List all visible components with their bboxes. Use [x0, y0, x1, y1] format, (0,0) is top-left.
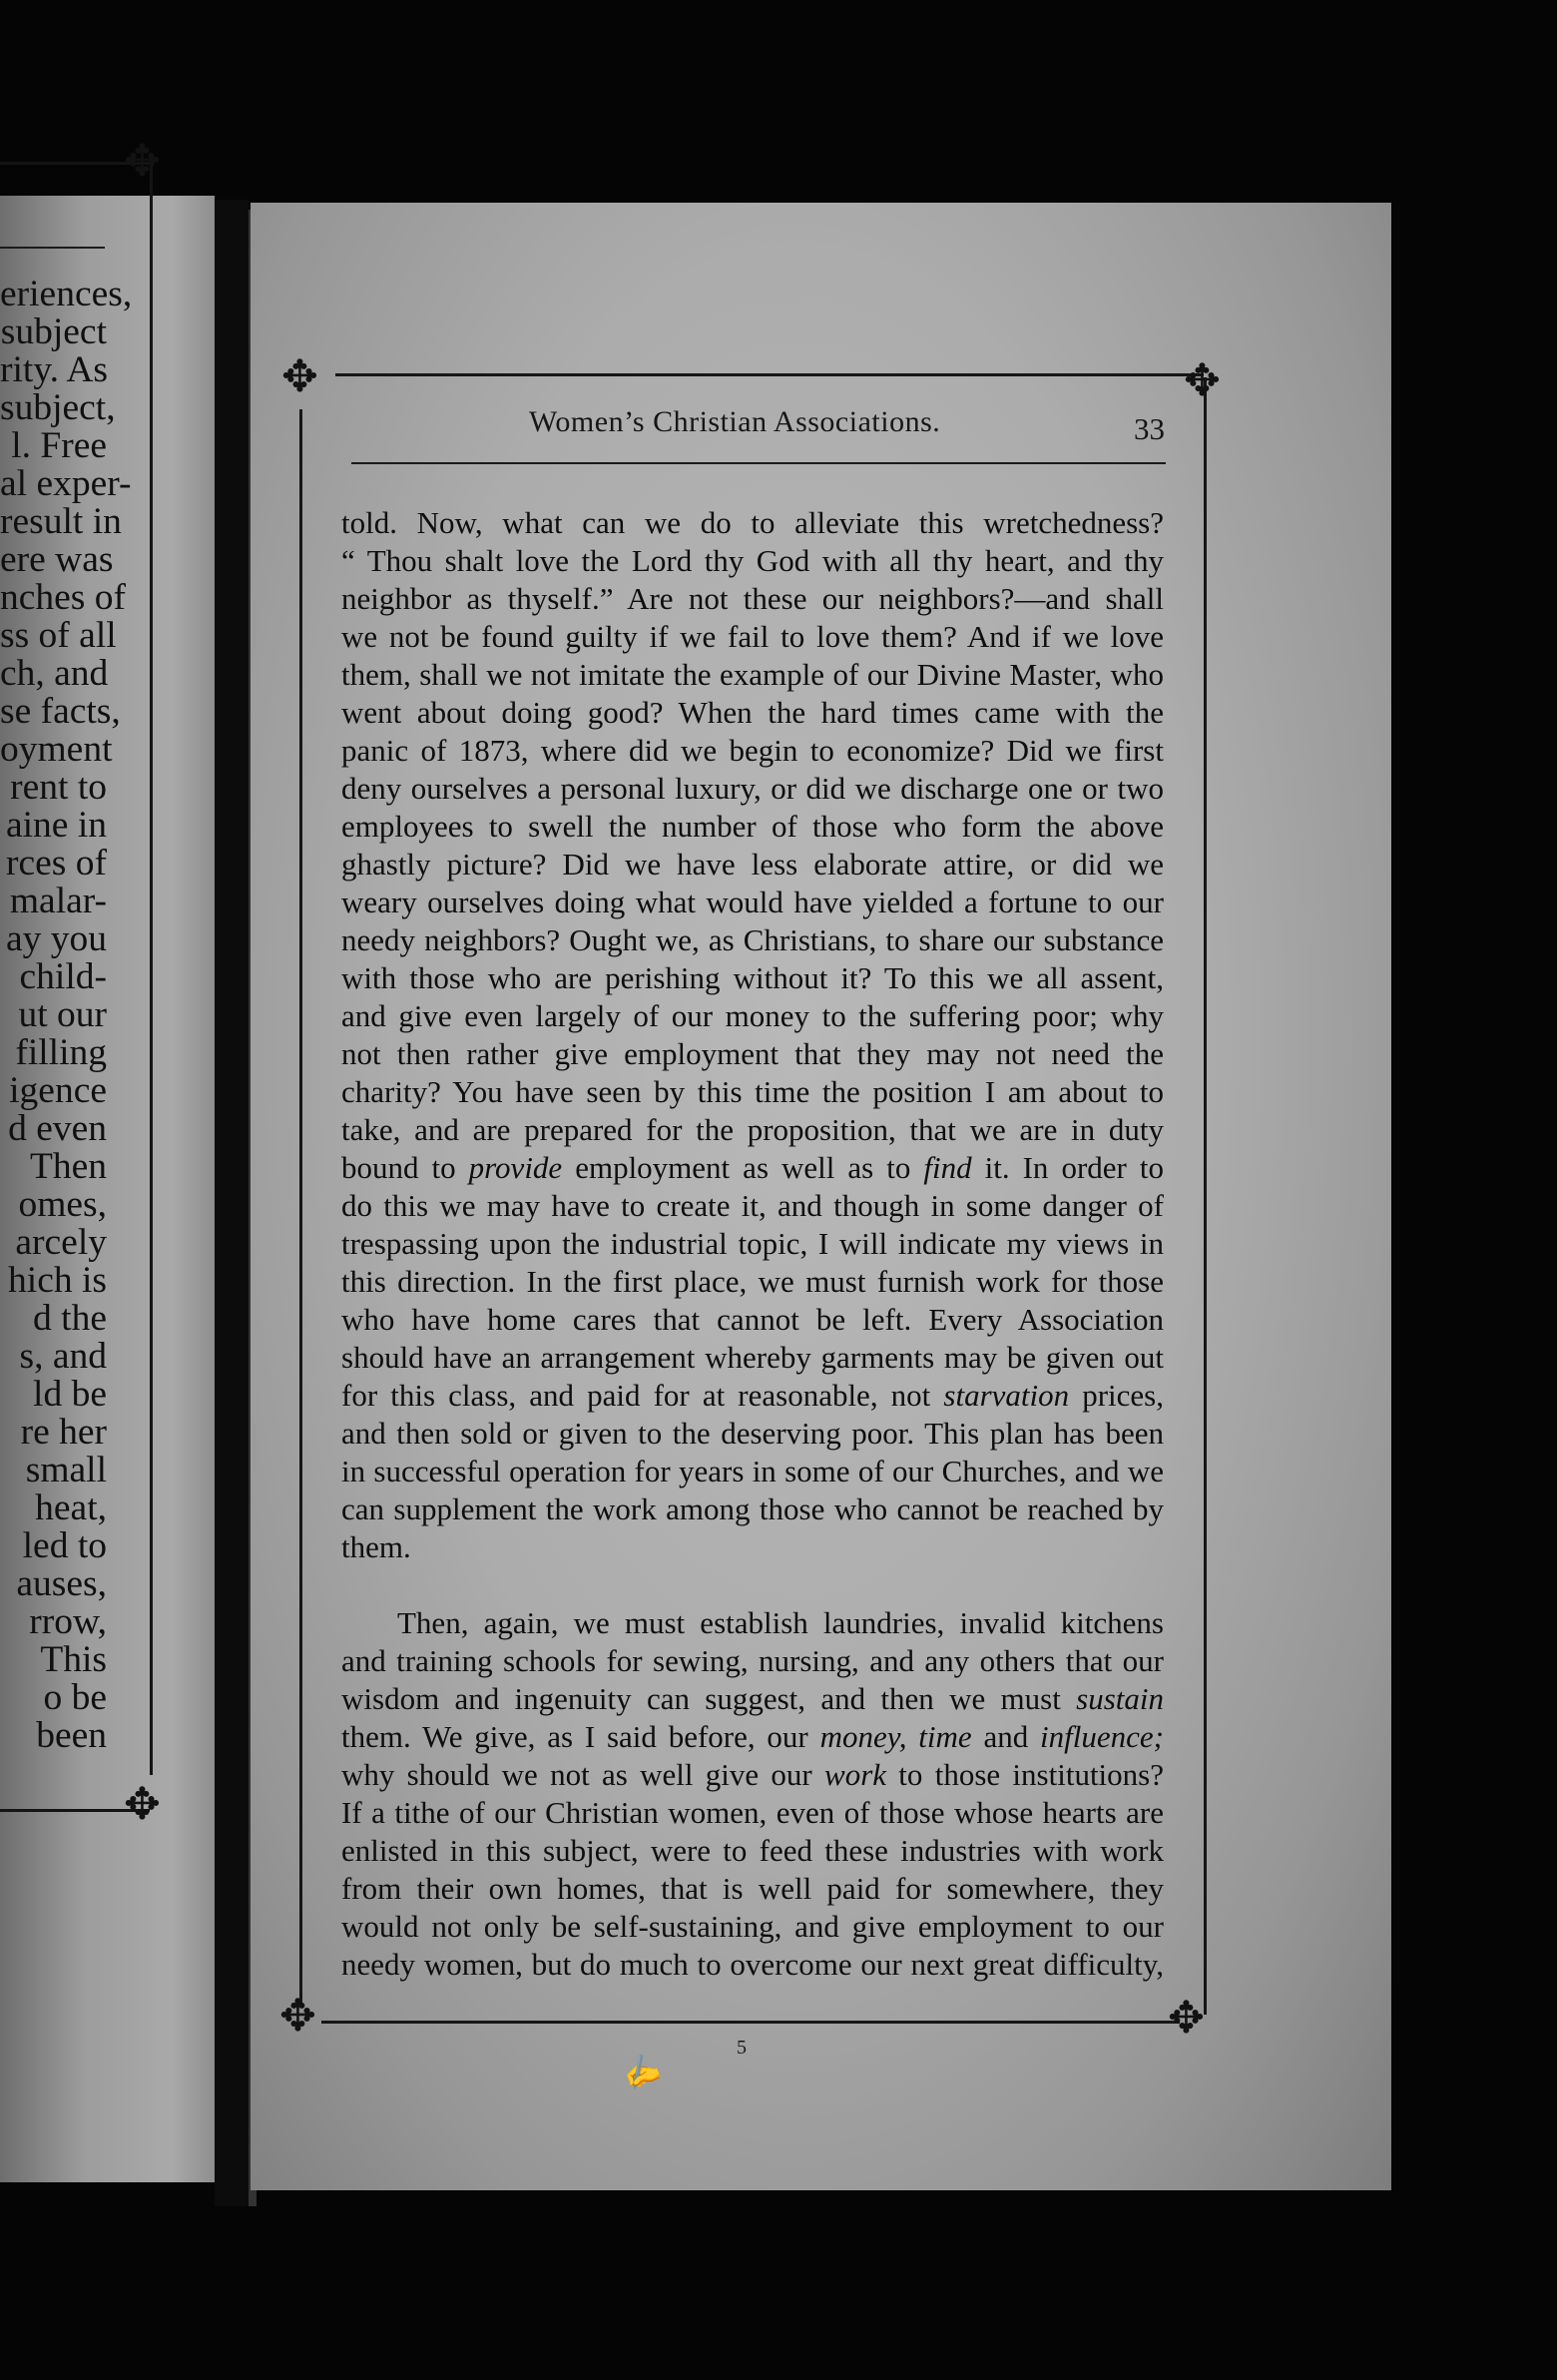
- text-line: [341, 1111, 1164, 1149]
- text-line: [341, 1642, 1164, 1680]
- text-run: prices,: [1069, 1378, 1164, 1413]
- text-run: ghastly picture? Did we have less elaborate attire, or did we: [341, 847, 1164, 882]
- text-run: we not be found guilty if we fail to love them? And if we love: [341, 619, 1164, 654]
- text-line: [341, 1908, 1164, 1946]
- text-run: trespassing upon the industrial topic, I will indicate my views in: [341, 1226, 1164, 1261]
- text-run: deny ourselves a personal luxury, or did we discharge one or two: [341, 771, 1164, 806]
- text-line: [341, 1453, 1164, 1490]
- text-run: employees to swell the number of those who form the above: [341, 809, 1164, 844]
- left-page-line: omes,: [18, 1184, 107, 1225]
- book-gutter: [215, 200, 249, 2206]
- text-run: not then rather give employment that they may not need the: [341, 1036, 1164, 1071]
- text-line: [341, 656, 1164, 694]
- head-rule: [351, 462, 1166, 464]
- left-page-line: s, and: [19, 1336, 107, 1377]
- left-page-line: ch, and: [0, 653, 109, 694]
- text-line: [341, 732, 1164, 770]
- text-run: it. In order to: [971, 1150, 1164, 1185]
- text-line: [341, 1415, 1164, 1453]
- text-line: [341, 694, 1164, 732]
- left-page-line: eriences,: [0, 274, 133, 314]
- text-line: [341, 1528, 1164, 1566]
- text-line: [341, 846, 1164, 884]
- text-run: enlisted in this subject, were to feed these industries with work: [341, 1833, 1164, 1868]
- text-run: and give even largely of our money to the suffering poor; why: [341, 998, 1164, 1033]
- running-head: Women’s Christian Associations.: [529, 405, 941, 438]
- text-line: [341, 1339, 1164, 1377]
- left-page-line: rrow,: [29, 1601, 107, 1642]
- left-page-line: ut our: [18, 994, 107, 1035]
- left-page-line: ay you: [5, 918, 107, 959]
- left-page-line: subject,: [0, 387, 116, 428]
- left-page-line: d the: [33, 1298, 107, 1339]
- text-line: [341, 921, 1164, 959]
- left-page-head-rule: [0, 247, 105, 249]
- left-page-text: [0, 274, 133, 1756]
- text-run: this direction. In the first place, we must furnish work for those: [341, 1264, 1164, 1299]
- text-run: take, and are prepared for the proposition, that we are in duty: [341, 1112, 1164, 1147]
- text-line: [341, 1756, 1164, 1794]
- left-page-line: been: [36, 1715, 107, 1756]
- text-run: Then, again, we must establish laundries, invalid kitchens: [397, 1605, 1164, 1640]
- left-bottom-ornament-icon: ✥: [124, 1780, 161, 1829]
- text-line: [341, 884, 1164, 921]
- text-line: [341, 1604, 1164, 1642]
- left-page-line: malar-: [9, 881, 107, 921]
- left-page-line: aine in: [5, 805, 107, 846]
- left-page-frame-right: [150, 166, 153, 1775]
- left-page-line: led to: [22, 1525, 107, 1566]
- left-page-line: rces of: [6, 843, 107, 884]
- left-page-line: al exper-: [0, 463, 132, 504]
- italic-run: find: [923, 1150, 972, 1185]
- left-page-line: arcely: [15, 1222, 107, 1263]
- left-page-line: oyment: [0, 729, 113, 770]
- left-page-line: rity. As: [0, 349, 108, 390]
- left-page-line: rent to: [10, 767, 107, 808]
- text-line: [341, 1490, 1164, 1528]
- text-run: should have an arrangement whereby garments may be given out: [341, 1340, 1164, 1375]
- text-line: [341, 1149, 1164, 1187]
- text-line: [341, 770, 1164, 808]
- frame-top-rule: [335, 373, 1204, 376]
- italic-run: starvation: [943, 1378, 1070, 1413]
- left-page-line: ere was: [0, 539, 114, 580]
- top-left-ornament-icon: ✥: [281, 352, 318, 401]
- text-run: them, shall we not imitate the example of our Divine Master, who: [341, 657, 1164, 692]
- left-page-line: auses,: [16, 1563, 107, 1604]
- italic-run: work: [824, 1757, 887, 1792]
- text-run: with those who are perishing without it? To this we all assent,: [341, 960, 1164, 995]
- text-run: “ Thou shalt love the Lord thy God with all thy heart, and thy: [341, 543, 1164, 578]
- text-run: do this we may have to create it, and though in some danger of: [341, 1188, 1164, 1223]
- text-line: [341, 1870, 1164, 1908]
- text-run: for this class, and paid for at reasonable, not: [341, 1378, 944, 1413]
- bottom-right-ornament-icon: ✥: [1168, 1994, 1205, 2043]
- text-run: If a tithe of our Christian women, even of those whose hearts are: [341, 1795, 1164, 1830]
- bottom-left-ornament-icon: ✥: [279, 1992, 316, 2041]
- text-line: [341, 1718, 1164, 1756]
- text-line: [341, 618, 1164, 656]
- text-run: bound to: [341, 1150, 469, 1185]
- text-line: [341, 504, 1164, 542]
- left-page-line: small: [25, 1450, 107, 1490]
- left-page-line: heat,: [35, 1488, 107, 1528]
- text-run: to those institutions?: [886, 1757, 1164, 1792]
- text-run: neighbor as thyself.” Are not these our neighbors?—and shall: [341, 581, 1164, 616]
- text-run: can supplement the work among those who cannot be reached by: [341, 1491, 1164, 1526]
- left-page-line: subject: [0, 311, 107, 352]
- text-line: [341, 1301, 1164, 1339]
- text-run: employment as well as to: [562, 1150, 924, 1185]
- text-run: weary ourselves doing what would have yielded a fortune to our: [341, 885, 1164, 919]
- left-page-line: child-: [19, 956, 107, 997]
- text-run: told. Now, what can we do to alleviate this wretchedness?: [341, 505, 1164, 540]
- left-page-line: filling: [15, 1032, 107, 1073]
- text-line: [341, 580, 1164, 618]
- left-top-ornament-icon: ✥: [124, 137, 161, 186]
- ink-stamp-icon: ✍: [617, 2049, 666, 2095]
- left-page-line: result in: [0, 501, 122, 542]
- text-line: [341, 1073, 1164, 1111]
- text-run: and: [971, 1719, 1041, 1754]
- text-run: needy women, but do much to overcome our next great difficulty,: [341, 1947, 1164, 1982]
- text-run: from their own homes, that is well paid for somewhere, they: [341, 1871, 1164, 1906]
- text-line: [341, 808, 1164, 846]
- text-line: [341, 542, 1164, 580]
- left-page-line: nches of: [0, 577, 126, 618]
- frame-right-rule: [1204, 377, 1207, 2015]
- italic-run: provide: [468, 1150, 563, 1185]
- text-run: them.: [341, 1529, 411, 1564]
- frame-bottom-rule: [321, 2021, 1180, 2024]
- top-right-ornament-icon: ✥: [1184, 356, 1221, 405]
- left-page-line: Then: [29, 1146, 107, 1187]
- frame-left-rule: [299, 409, 302, 2007]
- left-page-line: se facts,: [0, 691, 121, 732]
- text-run: wisdom and ingenuity can suggest, and then we must: [341, 1681, 1077, 1716]
- left-page-line: hich is: [8, 1260, 107, 1301]
- left-page-line: l. Free: [11, 425, 107, 466]
- text-line: [341, 1680, 1164, 1718]
- left-page-line: re her: [20, 1412, 107, 1453]
- text-line: [341, 1377, 1164, 1415]
- text-run: and training schools for sewing, nursing, and any others that our: [341, 1643, 1164, 1678]
- text-run: in successful operation for years in some of our Churches, and we: [341, 1454, 1164, 1488]
- text-line: [341, 997, 1164, 1035]
- signature-mark: 5: [737, 2037, 747, 2059]
- text-run: who have home cares that cannot be left. Every Association: [341, 1302, 1164, 1337]
- text-run: charity? You have seen by this time the position I am about to: [341, 1074, 1164, 1109]
- left-page-line: o be: [43, 1677, 107, 1718]
- body-text: [341, 504, 1164, 1984]
- page-number: 33: [1134, 411, 1165, 446]
- text-line: [341, 1187, 1164, 1225]
- text-run: and then sold or given to the deserving poor. This plan has been: [341, 1416, 1164, 1451]
- italic-run: sustain: [1076, 1681, 1164, 1716]
- text-run: them. We give, as I said before, our: [341, 1719, 820, 1754]
- text-line: [341, 1263, 1164, 1301]
- text-line: [341, 1832, 1164, 1870]
- text-line: [341, 1225, 1164, 1263]
- text-line: [341, 1946, 1164, 1984]
- text-run: needy neighbors? Ought we, as Christians, to share our substance: [341, 922, 1164, 957]
- text-run: why should we not as well give our: [341, 1757, 825, 1792]
- left-page-line: ld be: [33, 1374, 107, 1415]
- left-page-line: ss of all: [0, 615, 117, 656]
- left-page-line: This: [40, 1639, 107, 1680]
- left-page-line: igence: [9, 1070, 107, 1111]
- text-run: would not only be self-sustaining, and give employment to our: [341, 1909, 1164, 1944]
- text-line: [341, 1794, 1164, 1832]
- text-line: [341, 1035, 1164, 1073]
- text-run: went about doing good? When the hard times came with the: [341, 695, 1164, 730]
- paragraph-gap: [341, 1566, 1164, 1604]
- italic-run: influence;: [1040, 1719, 1164, 1754]
- text-run: panic of 1873, where did we begin to economize? Did we first: [341, 733, 1164, 768]
- italic-run: money, time: [819, 1719, 972, 1754]
- left-page-line: d even: [8, 1108, 107, 1149]
- text-line: [341, 959, 1164, 997]
